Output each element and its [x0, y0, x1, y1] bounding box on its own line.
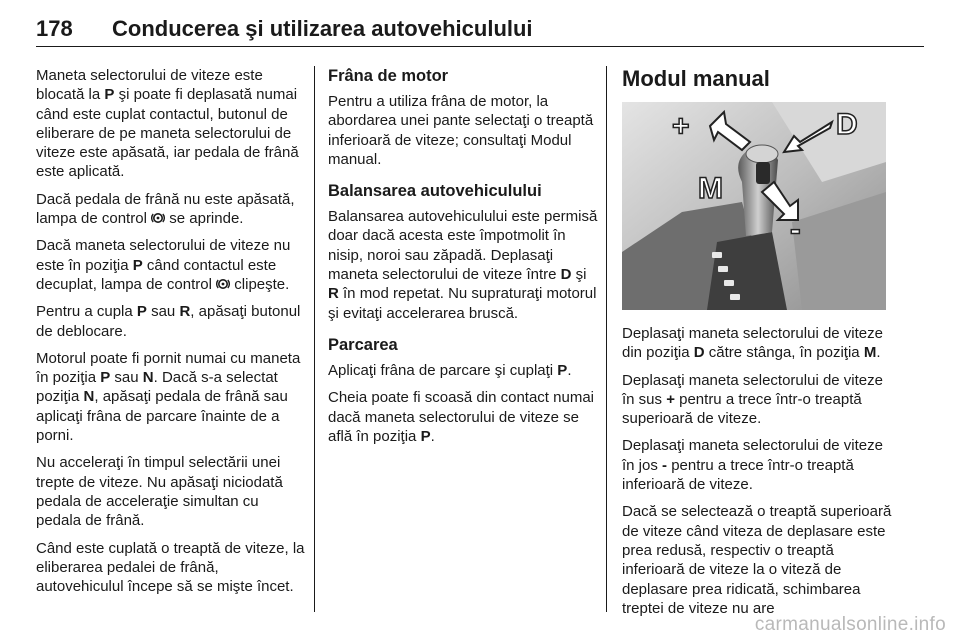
paragraph: Dacă maneta selectorului de viteze nu este în poziţia P când contactul este decuplat, lampa de control clipeşte. — [36, 237, 291, 293]
paragraph: Deplasaţi maneta selectorului de viteze în jos - pentru a trece într-o treaptă inferioară de viteze. — [622, 437, 883, 494]
photo-label-minus: - — [790, 211, 801, 247]
paragraph: Pentru a utiliza frâna de motor, la abordarea unei pante selectaţi o treaptă inferioară de viteze; consultaţi Modul manual. — [328, 93, 594, 168]
section-heading: Balansarea autovehiculului — [328, 182, 542, 201]
photo-label-plus: + — [672, 110, 690, 143]
column-middle — [328, 66, 598, 454]
section-heading: Frâna de motor — [328, 67, 449, 85]
paragraph: Maneta selectorului de viteze este blocată la P şi poate fi deplasată numai când este cuplat contactul, butonul de eliberare de pe maneta selectorului de viteze este apăsată, iar pedala de frână este aplicată. — [36, 67, 299, 181]
paragraph: Deplasaţi maneta selectorului de viteze din poziţia D către stânga, în poziţia M. — [622, 325, 883, 362]
section-heading: Parcarea — [328, 335, 398, 354]
paragraph: Motorul poate fi pornit numai cu maneta în poziţia P sau N. Dacă s-a selectat poziţia N, apăsaţi pedala de frână sau aplicaţi frâna de parcare înainte de a porni. — [36, 349, 301, 445]
paragraph: Aplicaţi frâna de parcare şi cuplaţi P. — [328, 361, 572, 379]
gear-selector-illustration — [622, 102, 886, 310]
brake-warning-lamp-icon — [216, 277, 230, 291]
paragraph: Deplasaţi maneta selectorului de viteze în sus + pentru a trece într-o treaptă superioară de viteze. — [622, 371, 883, 428]
paragraph: Dacă se selectează o treaptă superioară de viteze când viteza de deplasare este prea redusă, respectiv o treaptă inferioară de viteze la o viteză de deplasare prea ridicată, schimbarea treptei de viteze nu are — [622, 503, 892, 617]
page-header — [36, 14, 924, 47]
page-number: 178 — [36, 16, 73, 41]
photo-label-m: M — [698, 172, 723, 205]
section-title: Modul manual — [622, 66, 770, 91]
brake-warning-lamp-icon — [151, 211, 165, 225]
column-left — [36, 66, 306, 604]
photo-label-d: D — [836, 108, 858, 141]
column-divider-1 — [314, 66, 315, 612]
gear-selector-photo — [622, 102, 886, 310]
column-right — [622, 66, 892, 626]
paragraph: Cheia poate fi scoasă din contact numai dacă maneta selectorului de viteze se află în poziţia P. — [328, 389, 594, 445]
column-divider-2 — [606, 66, 607, 612]
watermark: carmanualsonline.info — [754, 614, 946, 635]
paragraph: Nu acceleraţi în timpul selectării unei trepte de viteze. Nu apăsaţi niciodată pedala de acceleraţie simultan cu pedala de frână. — [36, 454, 283, 530]
paragraph: Pentru a cupla P sau R, apăsaţi butonul de deblocare. — [36, 303, 301, 340]
paragraph: Când este cuplată o treaptă de viteze, la eliberarea pedalei de frână, autovehiculul începe să se mişte încet. — [36, 539, 305, 596]
paragraph: Dacă pedala de frână nu este apăsată, lampa de control se aprinde. — [36, 190, 295, 228]
paragraph: Balansarea autovehiculului este permisă doar dacă acesta este împotmolit în nisip, noroi sau zăpadă. Deplasaţi maneta selectorului de viteze între D şi R în mod repetat. Nu supraturaţi motorul şi evitaţi accelerarea bruscă. — [328, 208, 598, 322]
page-title: Conducerea şi utilizarea autovehiculului — [112, 16, 533, 41]
